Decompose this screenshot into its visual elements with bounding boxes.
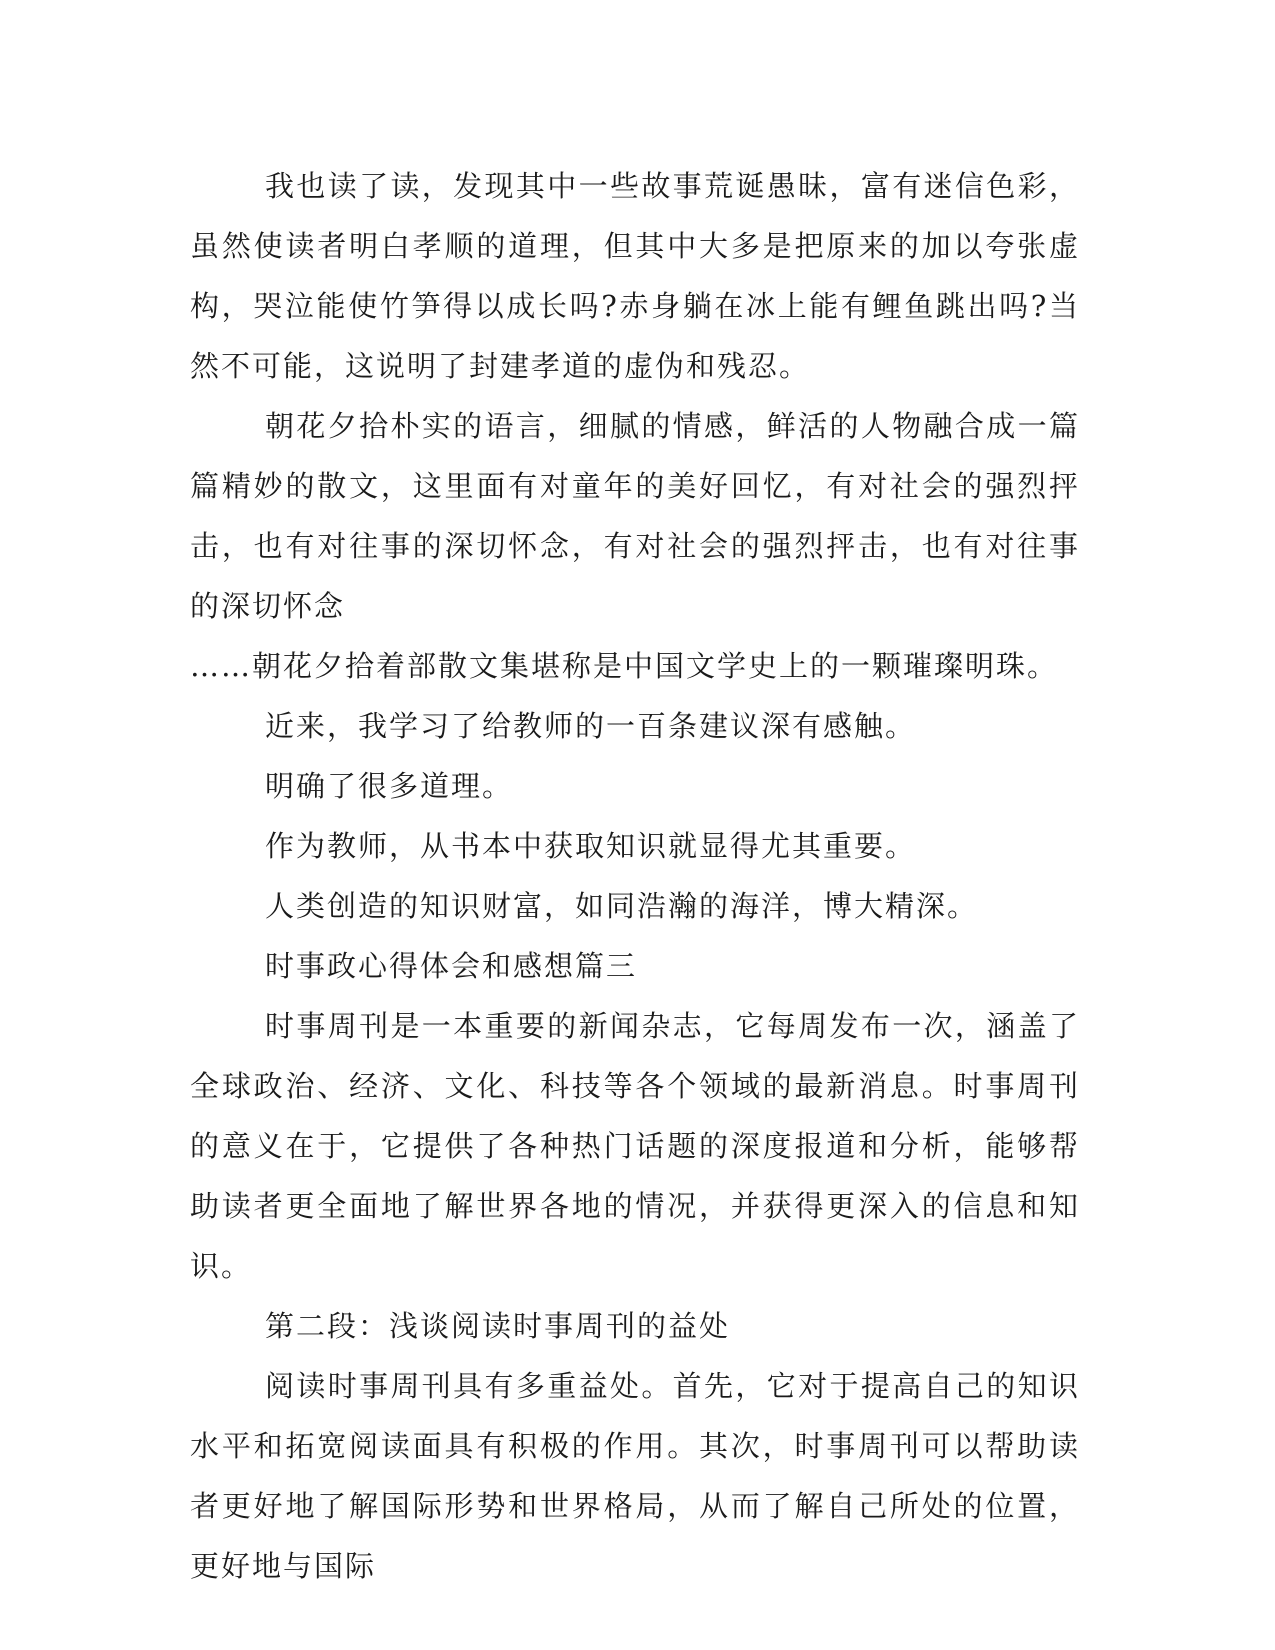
paragraph-many-truths: 明确了很多道理。 — [265, 769, 514, 803]
paragraph-as-teacher: 作为教师，从书本中获取知识就显得尤其重要。 — [265, 829, 917, 863]
paragraph-morning-flowers-continued: ……朝花夕拾着部散文集堪称是中国文学史上的一颗璀璨明珠。 — [190, 649, 1059, 683]
paragraph-teacher-advice: 近来，我学习了给教师的一百条建议深有感触。 — [265, 709, 917, 743]
paragraph-twenty-four-filial-piety: 我也读了读，发现其中一些故事荒诞愚昧，富有迷信色彩，虽然使读者明白孝顺的道理，但其中大多是把原来的加以夸张虚构，哭泣能使竹笋得以成长吗?赤身躺在冰上能有鲤鱼跳出吗?当然不可能，这说明了封建孝道的虚伪和残忍。 — [190, 169, 1080, 383]
document-body — [190, 156, 1080, 1596]
paragraph-reading-benefits: 阅读时事周刊具有多重益处。首先，它对于提高自己的知识水平和拓宽阅读面具有积极的作用。其次，时事周刊可以帮助读者更好地了解国际形势和世界格局，从而了解自己所处的位置，更好地与国际 — [190, 1369, 1080, 1583]
paragraph-knowledge-wealth: 人类创造的知识财富，如同浩瀚的海洋，博大精深。 — [265, 889, 979, 923]
paragraph-weekly-intro: 时事周刊是一本重要的新闻杂志，它每周发布一次，涵盖了全球政治、经济、文化、科技等各个领域的最新消息。时事周刊的意义在于，它提供了各种热门话题的深度报道和分析，能够帮助读者更全面地了解世界各地的情况，并获得更深入的信息和知识。 — [190, 1009, 1080, 1283]
section-heading-second-part: 第二段：浅谈阅读时事周刊的益处 — [265, 1309, 731, 1343]
section-heading-part-three: 时事政心得体会和感想篇三 — [265, 949, 638, 983]
paragraph-morning-flowers: 朝花夕拾朴实的语言，细腻的情感，鲜活的人物融合成一篇篇精妙的散文，这里面有对童年的美好回忆，有对社会的强烈抨击，也有对往事的深切怀念，有对社会的强烈抨击，也有对往事的深切怀念 — [190, 409, 1080, 623]
